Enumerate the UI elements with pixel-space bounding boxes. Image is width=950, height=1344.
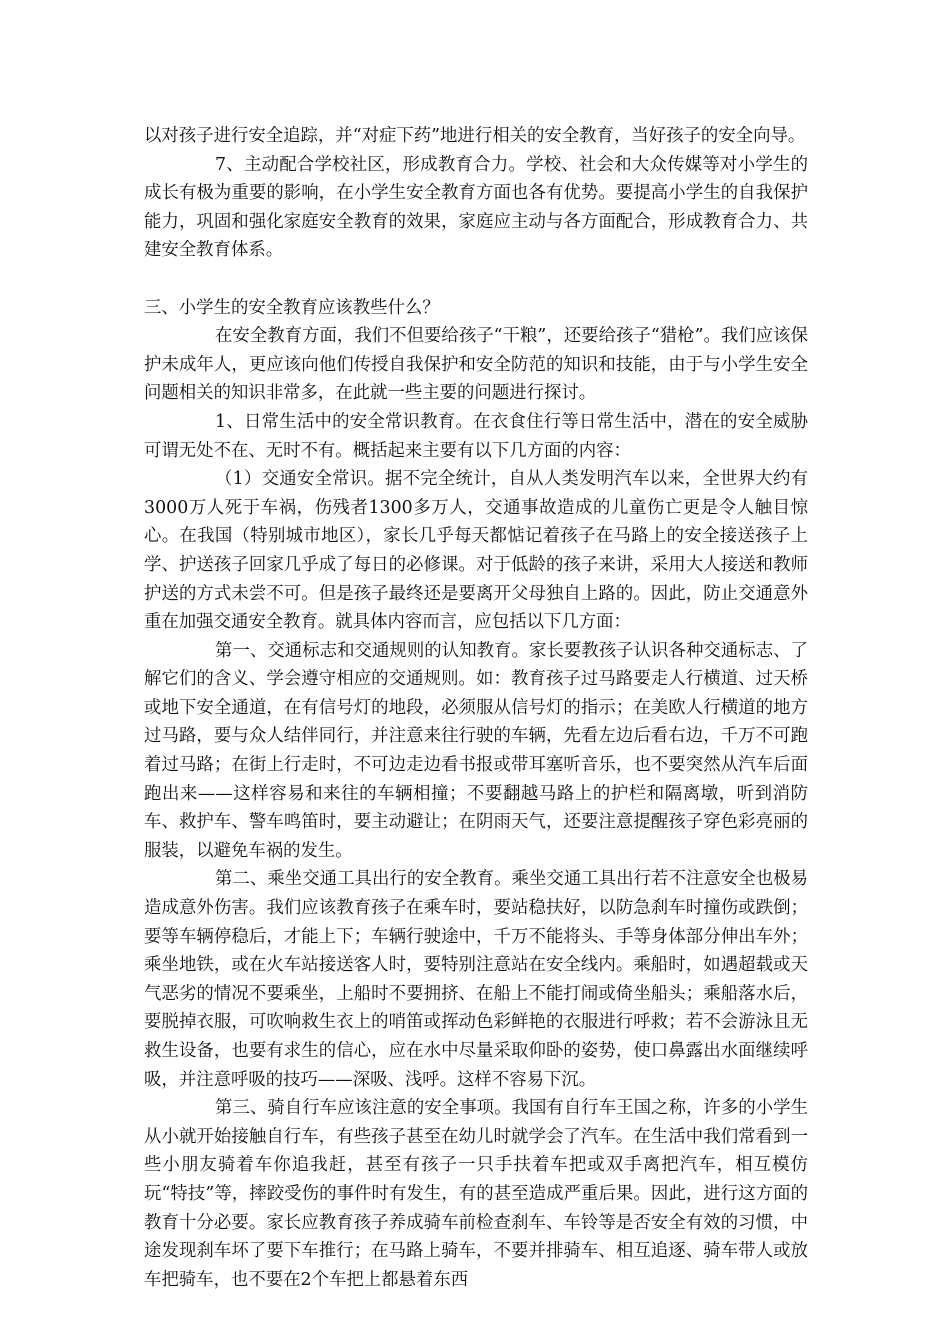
paragraph-traffic-safety: （1）交通安全常识。据不完全统计，自从人类发明汽车以来，全世界大约有3000万人死于车祸，伤残者1300多万人，交通事故造成的儿童伤亡更是令人触目惊心。在我国（特别城市地区），家长几乎每天都惦记着孩子在马路上的安全接送孩子上学、护送孩子回家几乎成了每日的必修课。对于低龄的孩子来讲，采用大人接送和教师护送的方式未尝不可。但是孩子最终还是要离开父母独自上路的。因此，防止交通意外重在加强交通安全教育。就具体内容而言，应包括以下几方面： [144, 469, 808, 633]
document-page [144, 122, 808, 1294]
paragraph-third: 第三、骑自行车应该注意的安全事项。我国有自行车王国之称，许多的小学生从小就开始接触自行车，有些孩子甚至在幼儿时就学会了汽车。在生活中我们常看到一些小朋友骑着车你追我赶，甚至有孩子一只手扶着车把或双手离把汽车，相互模仿玩“特技”等，摔跤受伤的事件时有发生，有的甚至造成严重后果。因此，进行这方面的教育十分必要。家长应教育孩子养成骑车前检查刹车、车铃等是否安全有效的习惯，中途发现刹车坏了要下车推行；在马路上骑车，不要并排骑车、相互追逐、骑车带人或放车把骑车，也不要在2个车把上都悬着东西 [144, 1098, 808, 1290]
paragraph-item-1: 1、日常生活中的安全常识教育。在衣食住行等日常生活中，潜在的安全威胁可谓无处不在、无时不有。概括起来主要有以下几方面的内容： [144, 411, 808, 461]
paragraph-intro: 在安全教育方面，我们不但要给孩子“干粮”，还要给孩子“猎枪”。我们应该保护未成年人，更应该向他们传授自我保护和安全防范的知识和技能，由于与小学生安全问题相关的知识非常多，在此就一些主要的问题进行探讨。 [144, 326, 808, 404]
paragraph-second: 第二、乘坐交通工具出行的安全教育。乘坐交通工具出行若不注意安全也极易造成意外伤害。我们应该教育孩子在乘车时，要站稳扶好，以防急刹车时撞伤或跌倒；要等车辆停稳后，才能上下；车辆行驶途中，千万不能将头、手等身体部分伸出车外；乘坐地铁，或在火车站接送客人时，要特别注意站在安全线内。乘船时，如遇超载或天气恶劣的情况不要乘坐，上船时不要拥挤、在船上不能打闹或倚坐船头；乘船落水后，要脱掉衣服，可吹响救生衣上的哨笛或挥动色彩鲜艳的衣服进行呼救；若不会游泳且无救生设备，也要有求生的信心，应在水中尽量采取仰卧的姿势，使口鼻露出水面继续呼吸，并注意呼吸的技巧——深吸、浅呼。这样不容易下沉。 [144, 869, 808, 1090]
paragraph-first: 第一、交通标志和交通规则的认知教育。家长要教孩子认识各种交通标志、了解它们的含义、学会遵守相应的交通规则。如：教育孩子过马路要走人行横道、过天桥或地下安全通道，在有信号灯的地段，必须服从信号灯的指示；在美欧人行横道的地方过马路，要与众人结伴同行，并注意来往行驶的车辆，先看左边后看右边，千万不可跑着过马路；在街上行走时，不可边走边看书报或带耳塞听音乐，也不要突然从汽车后面跑出来——这样容易和来往的车辆相撞；不要翻越马路上的护栏和隔离墩，听到消防车、救护车、警车鸣笛时，要主动避让；在阴雨天气，还要注意提醒孩子穿色彩亮丽的服装，以避免车祸的发生。 [144, 640, 808, 861]
section-heading: 三、小学生的安全教育应该教些什么？ [144, 297, 440, 318]
paragraph-item-7: 7、主动配合学校社区，形成教育合力。学校、社会和大众传媒等对小学生的成长有极为重要的影响，在小学生安全教育方面也各有优势。要提高小学生的自我保护能力，巩固和强化家庭安全教育的效果，家庭应主动与各方面配合，形成教育合力、共建安全教育体系。 [144, 154, 808, 261]
paragraph-continuation: 以对孩子进行安全追踪，并“对症下药”地进行相关的安全教育，当好孩子的安全向导。 [144, 126, 806, 146]
blank-line [144, 265, 808, 294]
